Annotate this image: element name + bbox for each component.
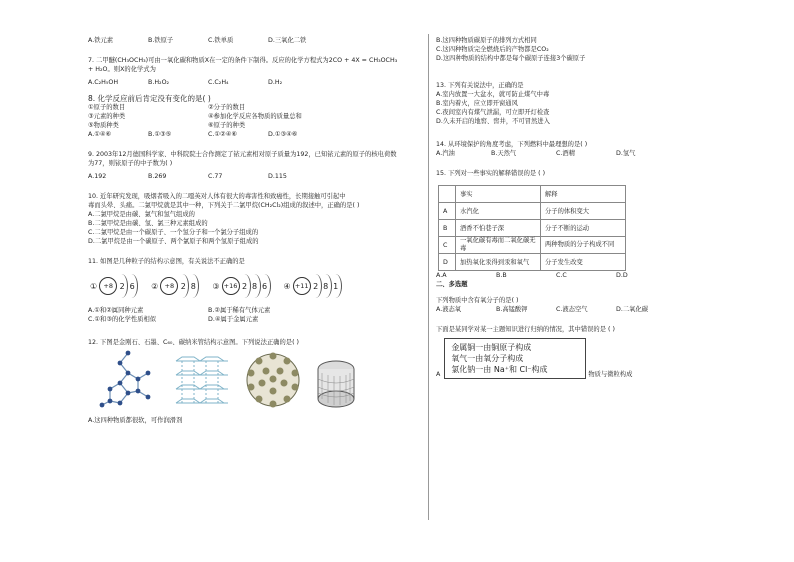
option: D.久未开启的地窖、窖井，不可冒然进入 [436,118,550,125]
q12-stem: 12. 下图是金刚石、石墨、C₆₀、碳纳米管结构示意图。下列说法正确的是( ) [88,339,299,346]
item: ⑤物质种类 [88,122,119,129]
column-divider [428,34,429,520]
option: B.这四种物质碳原子的排列方式相同 [436,37,537,44]
q15-options [436,271,636,280]
option: B.269 [148,173,167,180]
q11-options [88,315,416,324]
option: D.三氧化二铁 [268,37,307,44]
option: C.C [556,272,567,279]
option: B.H₂O₂ [148,79,170,86]
atom-label: ③ [212,281,220,291]
q17-stem: 下面是某同学对某一主题知识进行归纳的情况，其中错误的是 ( ) [436,326,615,333]
q15-stem: 15. 下列对一些事实的解释错误的是 ( ) [436,170,546,177]
table-cell: 分子发生改变 [541,254,626,271]
option: B.①③⑤ [148,131,172,138]
table-cell: 两种物质的分子构成不同 [541,237,626,254]
electron-shell: 2 [117,282,127,291]
table-header-cell: 解释 [541,186,626,203]
option: D.氢气 [616,150,636,157]
q9-options [88,172,416,181]
option: B.铁原子 [148,37,174,44]
table-cell: 酒香不怕巷子深 [456,220,541,237]
option: C.①和③的化学性质相似 [88,316,157,323]
option: A.汽油 [436,150,455,157]
option-letter: A [436,371,441,378]
diamond-structure-image [98,349,160,409]
electron-shell: 6 [260,282,270,291]
electron-shell: 6 [127,282,137,291]
table-cell: C [439,237,456,254]
option: A.①和②属同种元素 [88,307,144,314]
table-cell: 加热氧化汞得到汞和氧气 [456,254,541,271]
table-header-cell [439,186,456,203]
q11-stem: 11. 如图是几种粒子的结构示意图，有关说法不正确的是 [88,258,245,265]
option: A.192 [88,173,107,180]
electron-shell: 8 [188,282,198,291]
option: B.B [496,272,507,279]
option: D.D [616,272,628,279]
table-cell: 分子的体积变大 [541,203,626,220]
q14-options [436,149,646,158]
q14-stem: 14. 从环境保护的角度考虑，下列燃料中最理想的是( ) [436,141,588,148]
atom-nucleus: +8 [160,277,178,295]
atom-diagram [151,277,198,295]
q10-stem: 10. 近年研究发现，吸烟者吸入的二噁英对人体有很大的毒害性和致癌性，长期接触可引起中 [88,193,346,200]
option: C.这四种物质完全燃烧后的产物都是CO₂ [436,46,549,53]
q10-stem: 毒而头晕、头痛。二氯甲烷就是其中一种，下列关于二氯甲烷(CH₂Cl₂)组成的叙述中，正确的是( ) [88,202,360,209]
q15-table [438,185,626,271]
c60-structure-image [244,351,302,409]
box-line: 金属铜一由铜原子构成 [451,343,532,352]
knowledge-box [444,338,586,379]
table-header-cell: 事实 [456,186,541,203]
option: A.C₂H₅OH [88,79,119,86]
option: A.铁元素 [88,37,114,44]
item: ④参加化学反应各物质的质量总和 [208,113,302,120]
item: ①原子的数目 [88,104,126,111]
section-heading: 二、多选题 [436,281,468,288]
option: C.铁单质 [208,37,234,44]
option: B.②属于稀有气体元素 [208,307,271,314]
table-cell: A [439,203,456,220]
electron-shell: 2 [178,282,188,291]
option: C.77 [208,173,223,180]
atom-label: ② [151,281,159,291]
table-cell: 水汽化 [456,203,541,220]
atom-nucleus: +16 [222,277,240,295]
right-column [436,36,764,379]
atom-nucleus: +8 [99,277,117,295]
option: C.二氯甲烷是由一个碳原子、一个氢分子和一个氯分子组成的 [88,229,259,236]
option: A.这四种物质都很软，可作润滑剂 [88,417,183,424]
option: A.A [436,272,447,279]
option: C.夜间室内有煤气泄漏，可立即开灯检查 [436,109,550,116]
option: D.二氯甲烷是由一个碳原子、两个氯原子和两个氢原子组成的 [88,238,259,245]
option: B.天然气 [491,150,517,157]
table-cell: 分子不断的运动 [541,220,626,237]
q7-options [88,78,416,87]
option: B.二氯甲烷是由碳、氢、氯三种元素组成的 [88,220,208,227]
q9-stem: 为77，则铱原子的中子数为( ) [88,160,173,167]
option: C.①②④⑥ [208,131,237,138]
table-cell: B [439,220,456,237]
box-caption: 物质与微粒构成 [588,371,633,378]
electron-shell: 1 [331,282,341,291]
table-cell: D [439,254,456,271]
carbon-nanotube-image [314,359,358,409]
electron-shell: 8 [250,282,260,291]
atom-structure-diagrams [90,266,416,306]
q8-items [88,103,416,112]
option: D.115 [268,173,287,180]
box-line: 氯化钠一由 Na⁺和 Cl⁻构成 [451,365,548,374]
table-header-row [439,186,626,203]
option: D.二氧化碳 [616,306,649,313]
option: C.液态空气 [556,306,588,313]
q16-stem: 下列物质中含有氧分子的是( ) [436,297,519,304]
option: D.H₂ [268,79,283,86]
atom-nucleus: +11 [293,277,311,295]
box-line: 氧气一由氧分子构成 [451,354,524,363]
option: A.二氯甲烷是由碳、氯气和氢气组成的 [88,211,195,218]
q7-stem: + H₂O。则X的化学式为 [88,66,156,73]
electron-shell: 8 [321,282,331,291]
atom-label: ① [90,281,98,291]
item: ③元素的种类 [88,113,126,120]
atom-label: ④ [283,281,291,291]
option: D.①③④⑥ [268,131,298,138]
item: ②分子的数目 [208,104,246,111]
q8-items [88,121,416,130]
table-row [439,237,626,254]
q9-stem: 9. 2003年12月德国科学家、中科院院士合作测定了铱元素相对原子质量为192，已知铱元素的原子的核电荷数 [88,151,397,158]
left-column [88,36,416,425]
carbon-structures-figure [98,347,416,409]
option: D.④属于金属元素 [208,316,259,323]
q8-stem: 8. 化学反应前后肯定没有变化的是( ) [88,94,211,103]
table-cell: 一氧化碳有毒而二氧化碳无毒 [456,237,541,254]
atom-diagram [284,277,341,295]
option: A.液态氧 [436,306,462,313]
atom-diagram [90,277,137,295]
q16-options [436,305,764,314]
q8-options [88,130,416,139]
q17-option-a [436,338,764,379]
atom-diagram [212,277,269,295]
table-row [439,220,626,237]
option: D.这四种物质的结构中都是每个碳原子连接3个碳原子 [436,55,586,62]
item: ⑥原子的种类 [208,122,246,129]
q13-stem: 13. 下列有关说法中，正确的是 [436,82,524,89]
option: C.C₂H₄ [208,79,229,86]
option: A.①④⑥ [88,131,112,138]
electron-shell: 2 [311,282,321,291]
q11-options [88,306,416,315]
q8-items [88,112,416,121]
option: B.室内着火，应立即开窗通风 [436,100,518,107]
q6-options [88,36,416,45]
option: C.酒精 [556,150,575,157]
table-row [439,203,626,220]
q7-stem: 7. 二甲醚(CH₃OCH₃)可由一氧化碳和物质X在一定的条件下制得。反应的化学方程式为2CO + 4X = CH₃OCH₃ [88,57,398,64]
electron-shell: 2 [240,282,250,291]
option: A.室内放置一大盆水，就可防止煤气中毒 [436,91,550,98]
table-row [439,254,626,271]
option: B.高锰酸钾 [496,306,528,313]
graphite-structure-image [172,351,232,409]
